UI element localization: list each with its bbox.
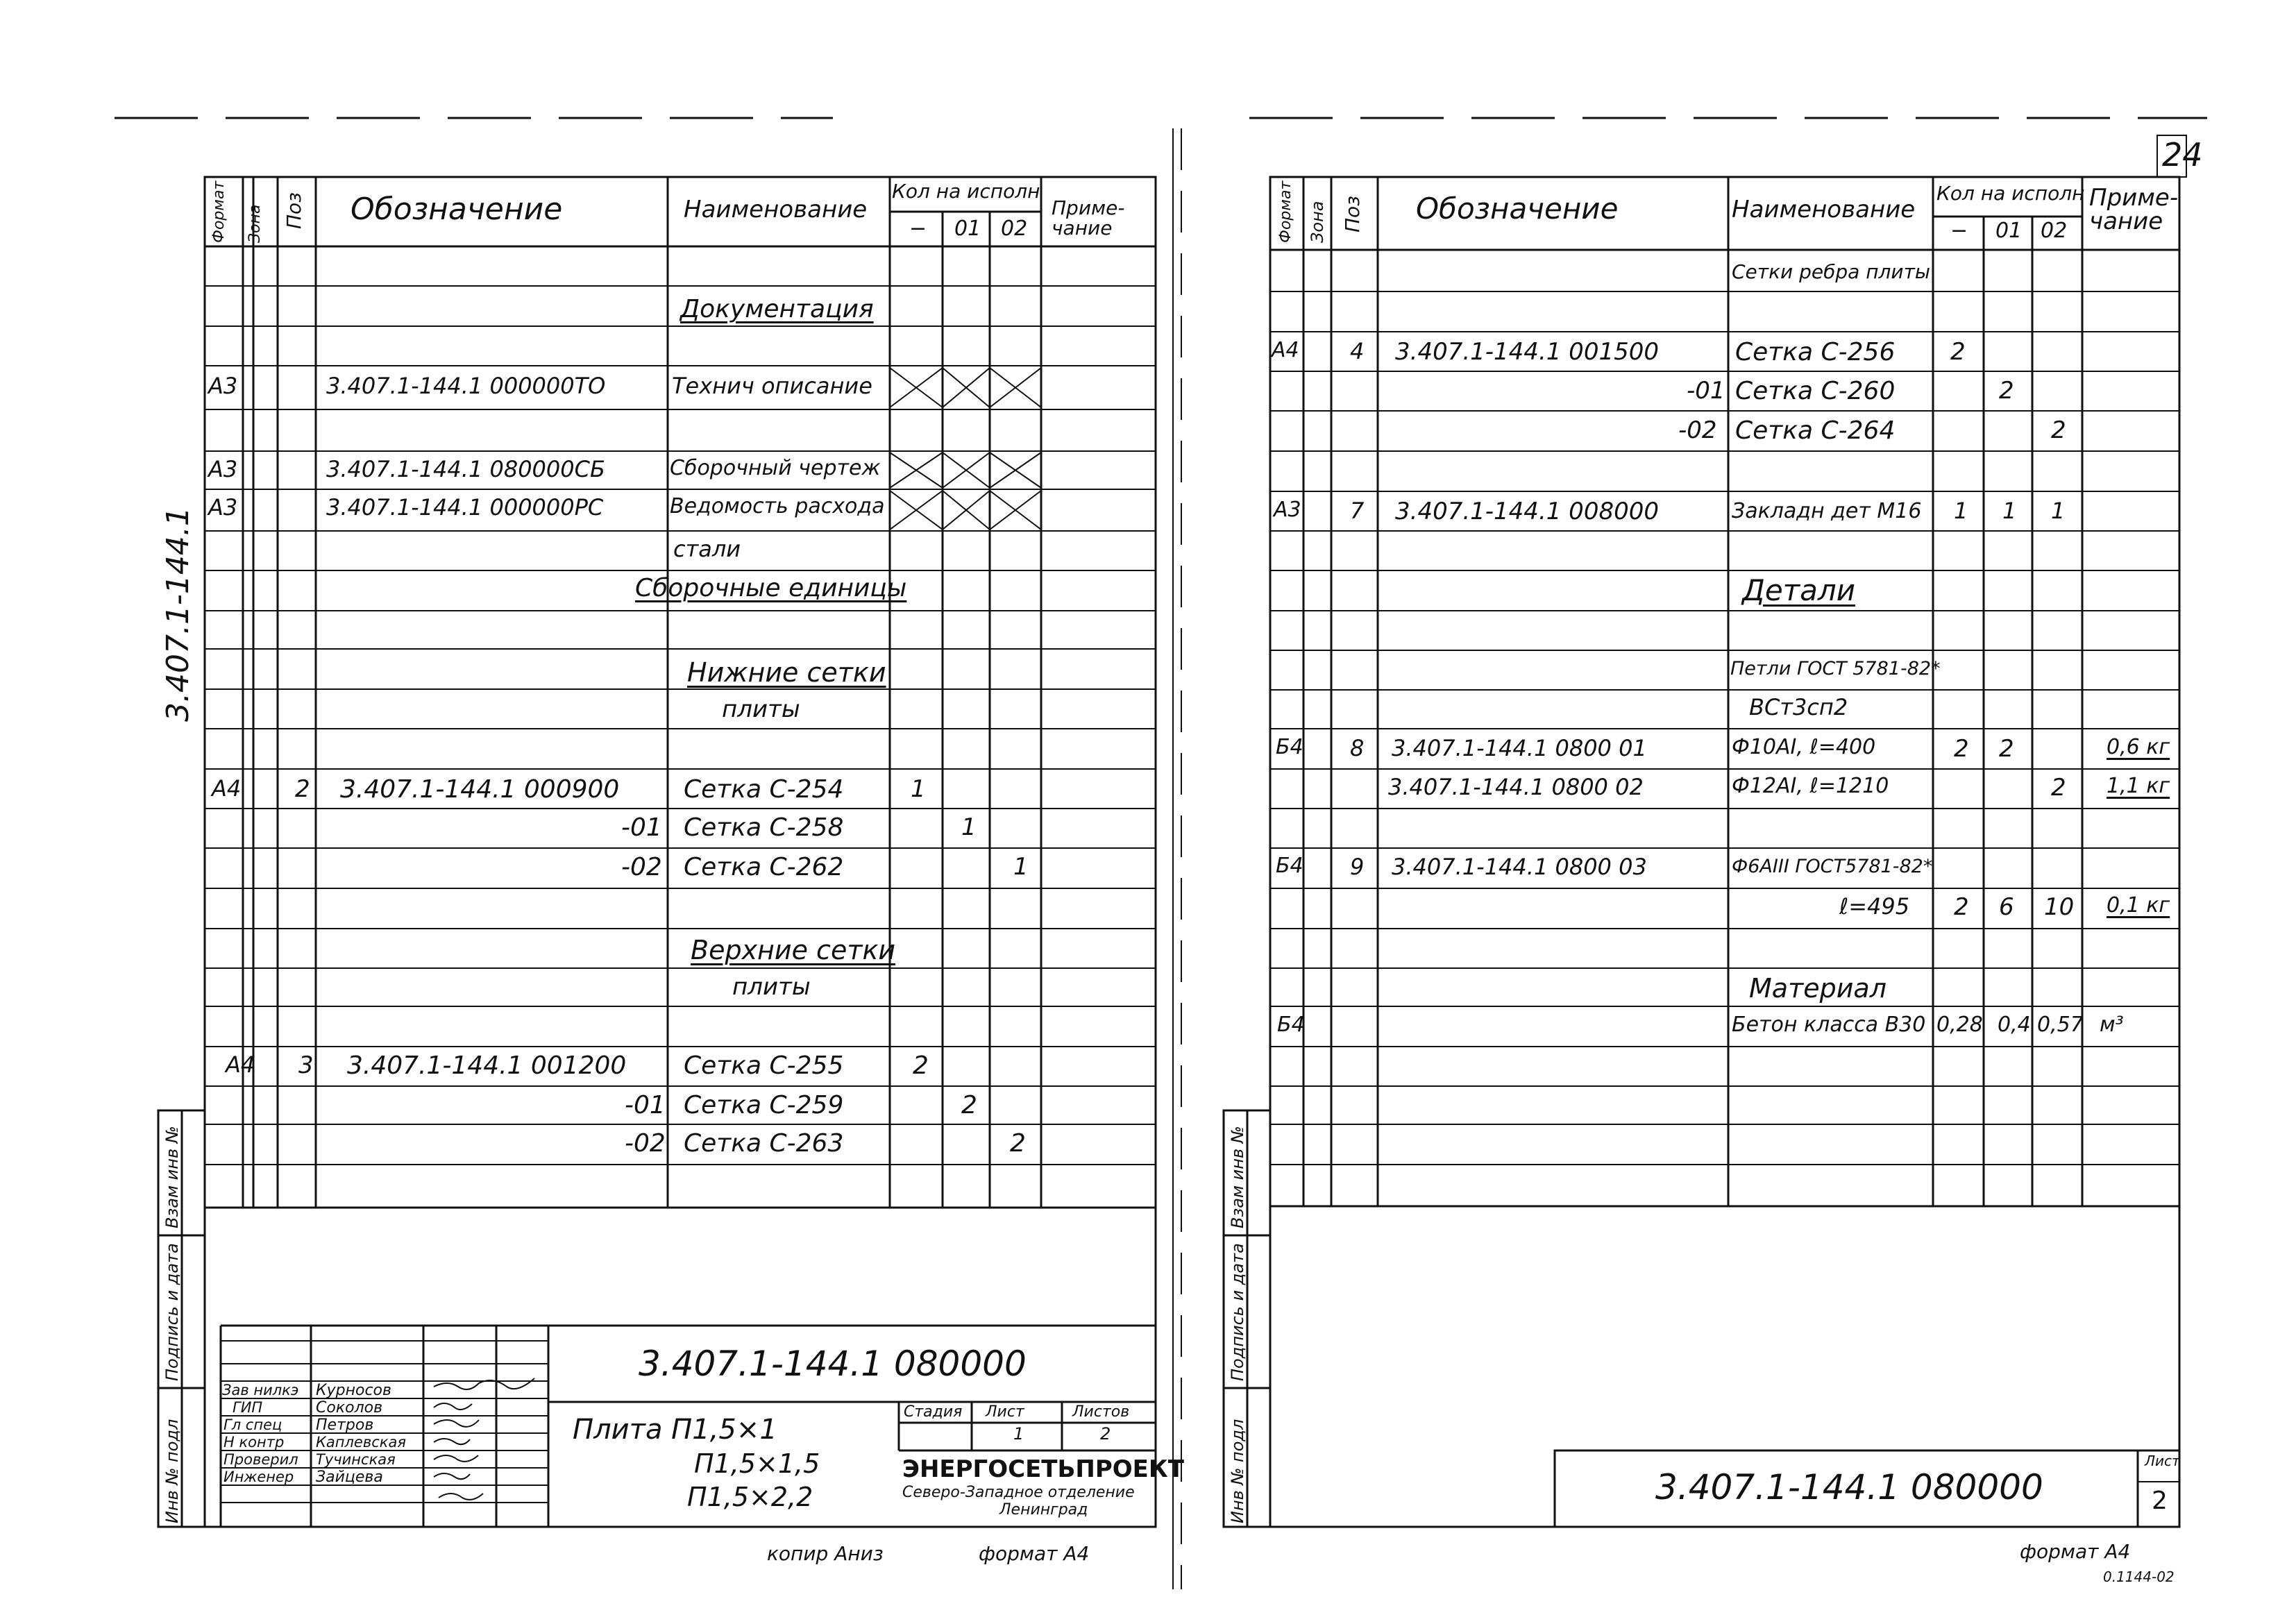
row-qty-01: 1 [961, 813, 977, 841]
row-qty-02: 10 [2044, 893, 2075, 921]
row-name: Сетка С-254 [684, 775, 844, 804]
role-engineer: Инженер [223, 1469, 294, 1485]
row-qty-base: 2 [1954, 893, 1969, 921]
section-assembly-units: Сборочные единицы [635, 574, 907, 602]
row-name: Сетка С-259 [684, 1091, 844, 1119]
row-qty-01: 6 [1999, 893, 2014, 921]
section-upper-meshes-2: плиты [732, 973, 811, 1001]
header-format: Формат [210, 180, 228, 243]
role-head: Зав нилкэ [222, 1382, 299, 1398]
sheet-number: 1 [1013, 1424, 1024, 1444]
row-position: 7 [1350, 498, 1365, 524]
sheet-label: Лист [2145, 1453, 2180, 1469]
sheet-number: 2 [2152, 1487, 2168, 1515]
section-material: Материал [1749, 973, 1886, 1004]
row-qty-01: 1 [2002, 498, 2017, 524]
header-q1: 01 [1995, 219, 2023, 243]
row-position: 4 [1350, 338, 1365, 364]
stage-label: Стадия [904, 1403, 963, 1421]
row-designation: 3.407.1-144.1 001200 [347, 1051, 627, 1080]
row-designation: 3.407.1-144.1 008000 [1395, 498, 1659, 525]
header-note: Приме- чание [1052, 196, 1125, 240]
row-designation: 3.407.1-144.1 0800 02 [1388, 774, 1644, 800]
side-label-inv: Инв № подл [162, 1419, 182, 1523]
row-format: Б4 [1277, 1013, 1305, 1037]
row-name: Ф6АIII ГОСТ5781-82* [1732, 856, 1933, 877]
row-qty-02: 2 [1010, 1129, 1026, 1158]
row-note: 1,1 кг [2107, 774, 2170, 798]
role-checked: Проверил [223, 1451, 298, 1468]
person-name: Курносов [316, 1382, 391, 1399]
header-name: Наименование [1732, 196, 1916, 223]
row-name: Сетка С-263 [684, 1129, 844, 1158]
header-zone: Зона [246, 204, 264, 243]
section-lower-meshes-2: плиты [722, 695, 800, 723]
product-line-2: П1,5×1,5 [694, 1448, 820, 1479]
row-name: Сетка С-264 [1735, 416, 1896, 445]
person-name: Петров [316, 1416, 374, 1434]
footer-format: формат А4 [979, 1542, 1090, 1565]
row-qty-base: 1 [1954, 498, 1968, 524]
section-upper-meshes-1: Верхние сетки [691, 935, 896, 965]
product-line-3: П1,5×2,2 [687, 1482, 813, 1512]
row-designation: -02 [621, 853, 662, 881]
row-name: Закладн дет М16 [1732, 499, 1922, 523]
side-label-replace: Взам инв № [1228, 1126, 1247, 1228]
row-format: А4 [212, 775, 242, 802]
footer-code: 0.1144-02 [2103, 1568, 2175, 1585]
row-qty-01: 2 [961, 1091, 977, 1119]
row-qty-02: 2 [2051, 416, 2066, 444]
row-designation: 3.407.1-144.1 000000РС [326, 494, 604, 521]
row-designation: -02 [625, 1129, 666, 1158]
header-qty: Кол на исполн [1936, 182, 2085, 205]
row-qty-01: 2 [1999, 735, 2014, 763]
doc-code: 3.407.1-144.1 080000 [1655, 1467, 2043, 1507]
header-note: Приме- чание [2089, 184, 2179, 235]
header-qty: Кол на исполн [892, 180, 1040, 203]
row-position: 3 [298, 1051, 314, 1079]
row-qty-02: 1 [1013, 853, 1029, 881]
row-name: Сетка С-255 [684, 1051, 844, 1080]
row-name: Сетка С-256 [1735, 338, 1896, 366]
row-position: 9 [1350, 854, 1365, 880]
row-designation: -02 [1678, 416, 1717, 444]
row-format: А3 [208, 494, 238, 521]
row-note: 0,6 кг [2107, 735, 2170, 759]
sheets-total: 2 [1100, 1424, 1111, 1444]
row-qty-base: 2 [913, 1051, 929, 1080]
org-name: ЭНЕРГОСЕТЬПРОЕКТ [902, 1455, 1184, 1483]
org-city: Ленинград [999, 1501, 1088, 1519]
sheet-label: Лист [986, 1403, 1024, 1421]
org-branch: Северо-Западное отделение [902, 1484, 1135, 1501]
role-chief-specialist: Гл спец [223, 1416, 282, 1433]
person-name: Тучинская [316, 1451, 396, 1468]
row-format: А3 [1274, 498, 1301, 522]
row-designation: 3.407.1-144.1 080000СБ [326, 456, 605, 482]
row-designation: 3.407.1-144.1 000900 [340, 775, 620, 804]
row-name: Ф10АI, ℓ=400 [1732, 735, 1876, 759]
row-name: Сборочный чертеж [670, 456, 881, 480]
side-label-signature: Подпись и дата [1228, 1243, 1247, 1381]
row-qty-02: 1 [2051, 498, 2066, 524]
person-name: Каплевская [316, 1434, 406, 1450]
footer-format: формат А4 [2020, 1540, 2131, 1563]
row-name: Бетон класса В30 [1732, 1013, 1926, 1037]
side-label-replace: Взам инв № [162, 1126, 182, 1228]
section-lower-meshes-1: Нижние сетки [687, 657, 886, 688]
header-format: Формат [1277, 180, 1294, 243]
row-qty-base: 2 [1950, 338, 1966, 366]
row-designation: -01 [621, 813, 662, 842]
row-name: Ф12АI, ℓ=1210 [1732, 774, 1889, 798]
product-line-1: Плита П1,5×1 [573, 1414, 777, 1446]
section-documentation: Документация [680, 295, 874, 323]
header-q2: 02 [1001, 217, 1028, 241]
header-zone: Зона [1308, 201, 1327, 243]
row-note: м³ [2100, 1013, 2124, 1037]
row-format: А4 [1272, 338, 1299, 362]
row-name: ℓ=495 [1839, 893, 1910, 920]
row-note: 0,1 кг [2107, 893, 2170, 917]
row-name: Сетка С-260 [1735, 377, 1896, 405]
section-details: Детали [1742, 573, 1855, 607]
row-name: Сетка С-258 [684, 813, 844, 842]
side-label-inv: Инв № подл [1228, 1419, 1247, 1523]
header-designation: Обозначение [1416, 192, 1619, 226]
row-name: Сетки ребра плиты [1732, 260, 1931, 283]
row-name: Сетка С-262 [684, 853, 844, 881]
row-name: ВСт3сп2 [1749, 694, 1848, 720]
row-designation: 3.407.1-144.1 001500 [1395, 338, 1659, 366]
row-format: А3 [208, 456, 238, 482]
role-norm-control: Н контр [223, 1434, 285, 1450]
row-format: Б4 [1276, 735, 1303, 759]
header-q0: − [909, 217, 927, 241]
header-q1: 01 [954, 217, 981, 241]
header-name: Наименование [684, 196, 868, 223]
row-format: А3 [208, 373, 238, 399]
row-format: А4 [226, 1051, 255, 1078]
row-designation: 3.407.1-144.1 0800 03 [1392, 854, 1647, 880]
row-position: 8 [1350, 735, 1365, 761]
row-designation: -01 [1687, 377, 1725, 405]
row-name: Ведомость расхода [670, 494, 885, 518]
row-position: 2 [295, 775, 310, 803]
row-qty-base: 2 [1954, 735, 1969, 763]
header-pos: Поз [282, 192, 305, 229]
person-name: Зайцева [316, 1469, 383, 1486]
row-qty-02: 0,57 [2037, 1013, 2084, 1037]
row-format: Б4 [1276, 854, 1303, 878]
row-qty-02: 2 [2051, 774, 2066, 802]
row-qty-01: 0,4 [1998, 1013, 2031, 1037]
side-label-signature: Подпись и дата [162, 1243, 182, 1381]
page-number: 24 [2162, 136, 2203, 174]
header-pos: Поз [1341, 195, 1364, 232]
header-q2: 02 [2041, 219, 2068, 243]
row-qty-base: 0,28 [1936, 1013, 1983, 1037]
header-q0: − [1950, 219, 1968, 243]
row-qty-base: 1 [911, 775, 926, 803]
role-chief-engineer: ГИП [233, 1399, 263, 1416]
row-designation: 3.407.1-144.1 000000ТО [326, 373, 606, 399]
row-qty-01: 2 [1999, 377, 2014, 405]
doc-code: 3.407.1-144.1 080000 [639, 1344, 1027, 1384]
footer-copy: копир Аниз [767, 1542, 884, 1565]
row-designation: -01 [625, 1091, 666, 1119]
row-designation: 3.407.1-144.1 0800 01 [1392, 735, 1647, 761]
side-stamp: 3.407.1-144.1 [160, 507, 196, 722]
row-name: стали [673, 536, 741, 562]
row-name: Петли ГОСТ 5781-82* [1730, 658, 1941, 679]
header-designation: Обозначение [351, 192, 563, 227]
person-name: Соколов [316, 1399, 383, 1416]
row-name: Технич описание [672, 373, 872, 399]
sheets-label: Листов [1072, 1403, 1130, 1421]
